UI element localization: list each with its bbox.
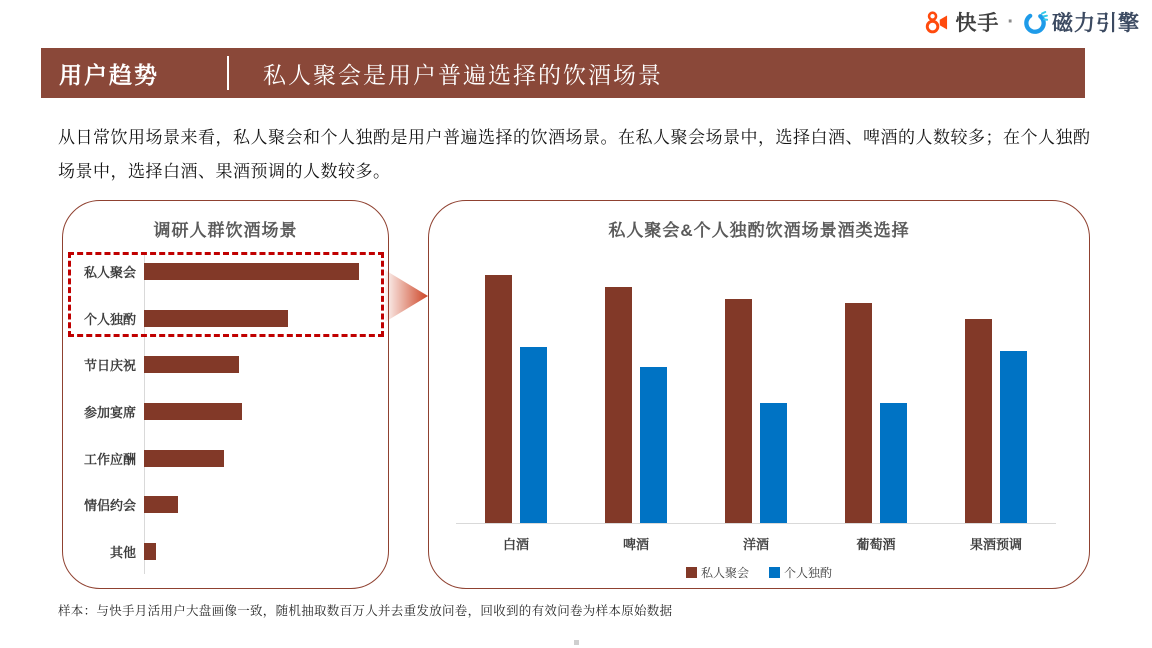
left-chart-bar — [144, 450, 224, 467]
right-chart-legend — [429, 564, 1089, 581]
left-chart-category-label: 个人独酌 — [83, 311, 136, 327]
right-chart-bar — [520, 347, 547, 523]
right-chart-bar — [845, 303, 872, 523]
right-chart-bar — [880, 403, 907, 523]
right-chart-bar — [965, 319, 992, 523]
left-chart-bar-track — [144, 496, 374, 513]
left-chart-bar — [144, 543, 156, 560]
right-chart-category-label: 白酒 — [502, 537, 529, 552]
right-chart-category-label: 葡萄酒 — [856, 537, 896, 552]
right-chart-bar — [640, 367, 667, 523]
right-chart-bar — [725, 299, 752, 523]
sample-footnote: 样本：与快手月活用户大盘画像一致，随机抽取数百万人并去重发放问卷，回收到的有效问卷为样本原始数据 — [58, 604, 673, 618]
right-chart-bar — [605, 287, 632, 523]
left-chart-category-label: 工作应酬 — [83, 451, 136, 467]
highlight-dashed-box — [68, 252, 384, 337]
left-chart-row — [74, 450, 374, 467]
legend-item — [769, 564, 832, 581]
left-chart-bar-track — [144, 543, 374, 560]
right-chart-bar — [485, 275, 512, 523]
right-chart-category-label: 洋酒 — [742, 537, 769, 552]
callout-arrow-icon — [385, 270, 428, 322]
legend-swatch-icon — [769, 567, 780, 578]
left-chart-bar-track — [144, 403, 374, 420]
magnetic-engine-icon — [1022, 9, 1048, 35]
left-chart-row — [74, 403, 374, 420]
left-chart-bar-track — [144, 450, 374, 467]
right-chart-group — [845, 303, 907, 523]
left-chart-row — [74, 496, 374, 513]
kuaishou-wordmark: 快手 — [955, 12, 1000, 35]
right-chart-category-label: 果酒预调 — [969, 537, 1022, 552]
left-chart-bar — [144, 403, 242, 420]
legend-item — [686, 564, 749, 581]
left-chart-row — [74, 543, 374, 560]
left-chart-bar — [144, 356, 239, 373]
intro-paragraph: 从日常饮用场景来看，私人聚会和个人独酌是用户普遍选择的饮酒场景。在私人聚会场景中，选择白酒、啤酒的人数较多；在个人独酌场景中，选择白酒、果酒预调的人数较多。 — [58, 128, 1091, 181]
right-chart-bar — [760, 403, 787, 523]
header-divider — [227, 56, 229, 90]
left-chart-category-label: 情侣约会 — [83, 498, 136, 514]
right-chart-group — [725, 299, 787, 523]
section-label: 用户趋势 — [59, 61, 159, 88]
left-chart-category-label: 节日庆祝 — [83, 358, 136, 374]
left-chart-bar — [144, 496, 178, 513]
left-chart-category-label: 私人聚会 — [83, 265, 136, 280]
legend-swatch-icon — [686, 567, 697, 578]
left-chart-category-label: 其他 — [109, 544, 136, 560]
legend-label: 个人独酌 — [784, 566, 833, 580]
left-chart-row — [74, 356, 374, 373]
kuaishou-camera-icon — [924, 9, 951, 36]
right-chart-group — [485, 275, 547, 523]
page-title: 私人聚会是用户普遍选择的饮酒场景 — [263, 61, 663, 88]
left-chart-title: 调研人群饮酒场景 — [153, 221, 298, 240]
header-bar — [41, 48, 1085, 98]
right-chart-group — [965, 319, 1027, 523]
right-chart-category-labels — [456, 534, 1056, 553]
brand-logo — [924, 7, 1140, 37]
right-chart-title: 私人聚会&个人独酌饮酒场景酒类选择 — [608, 221, 910, 240]
magnetic-engine-wordmark: 磁力引擎 — [1052, 12, 1140, 35]
right-chart-panel — [428, 200, 1090, 589]
left-chart-bar-track — [144, 356, 374, 373]
right-chart-group — [605, 287, 667, 523]
legend-label: 私人聚会 — [700, 566, 749, 580]
left-chart-category-label: 参加宴席 — [83, 404, 136, 420]
right-chart-bar — [1000, 351, 1027, 523]
page-dot — [574, 640, 579, 645]
logo-separator-dot: · — [1007, 10, 1014, 33]
right-chart-plot — [456, 261, 1056, 524]
right-chart-category-label: 啤酒 — [622, 537, 649, 552]
